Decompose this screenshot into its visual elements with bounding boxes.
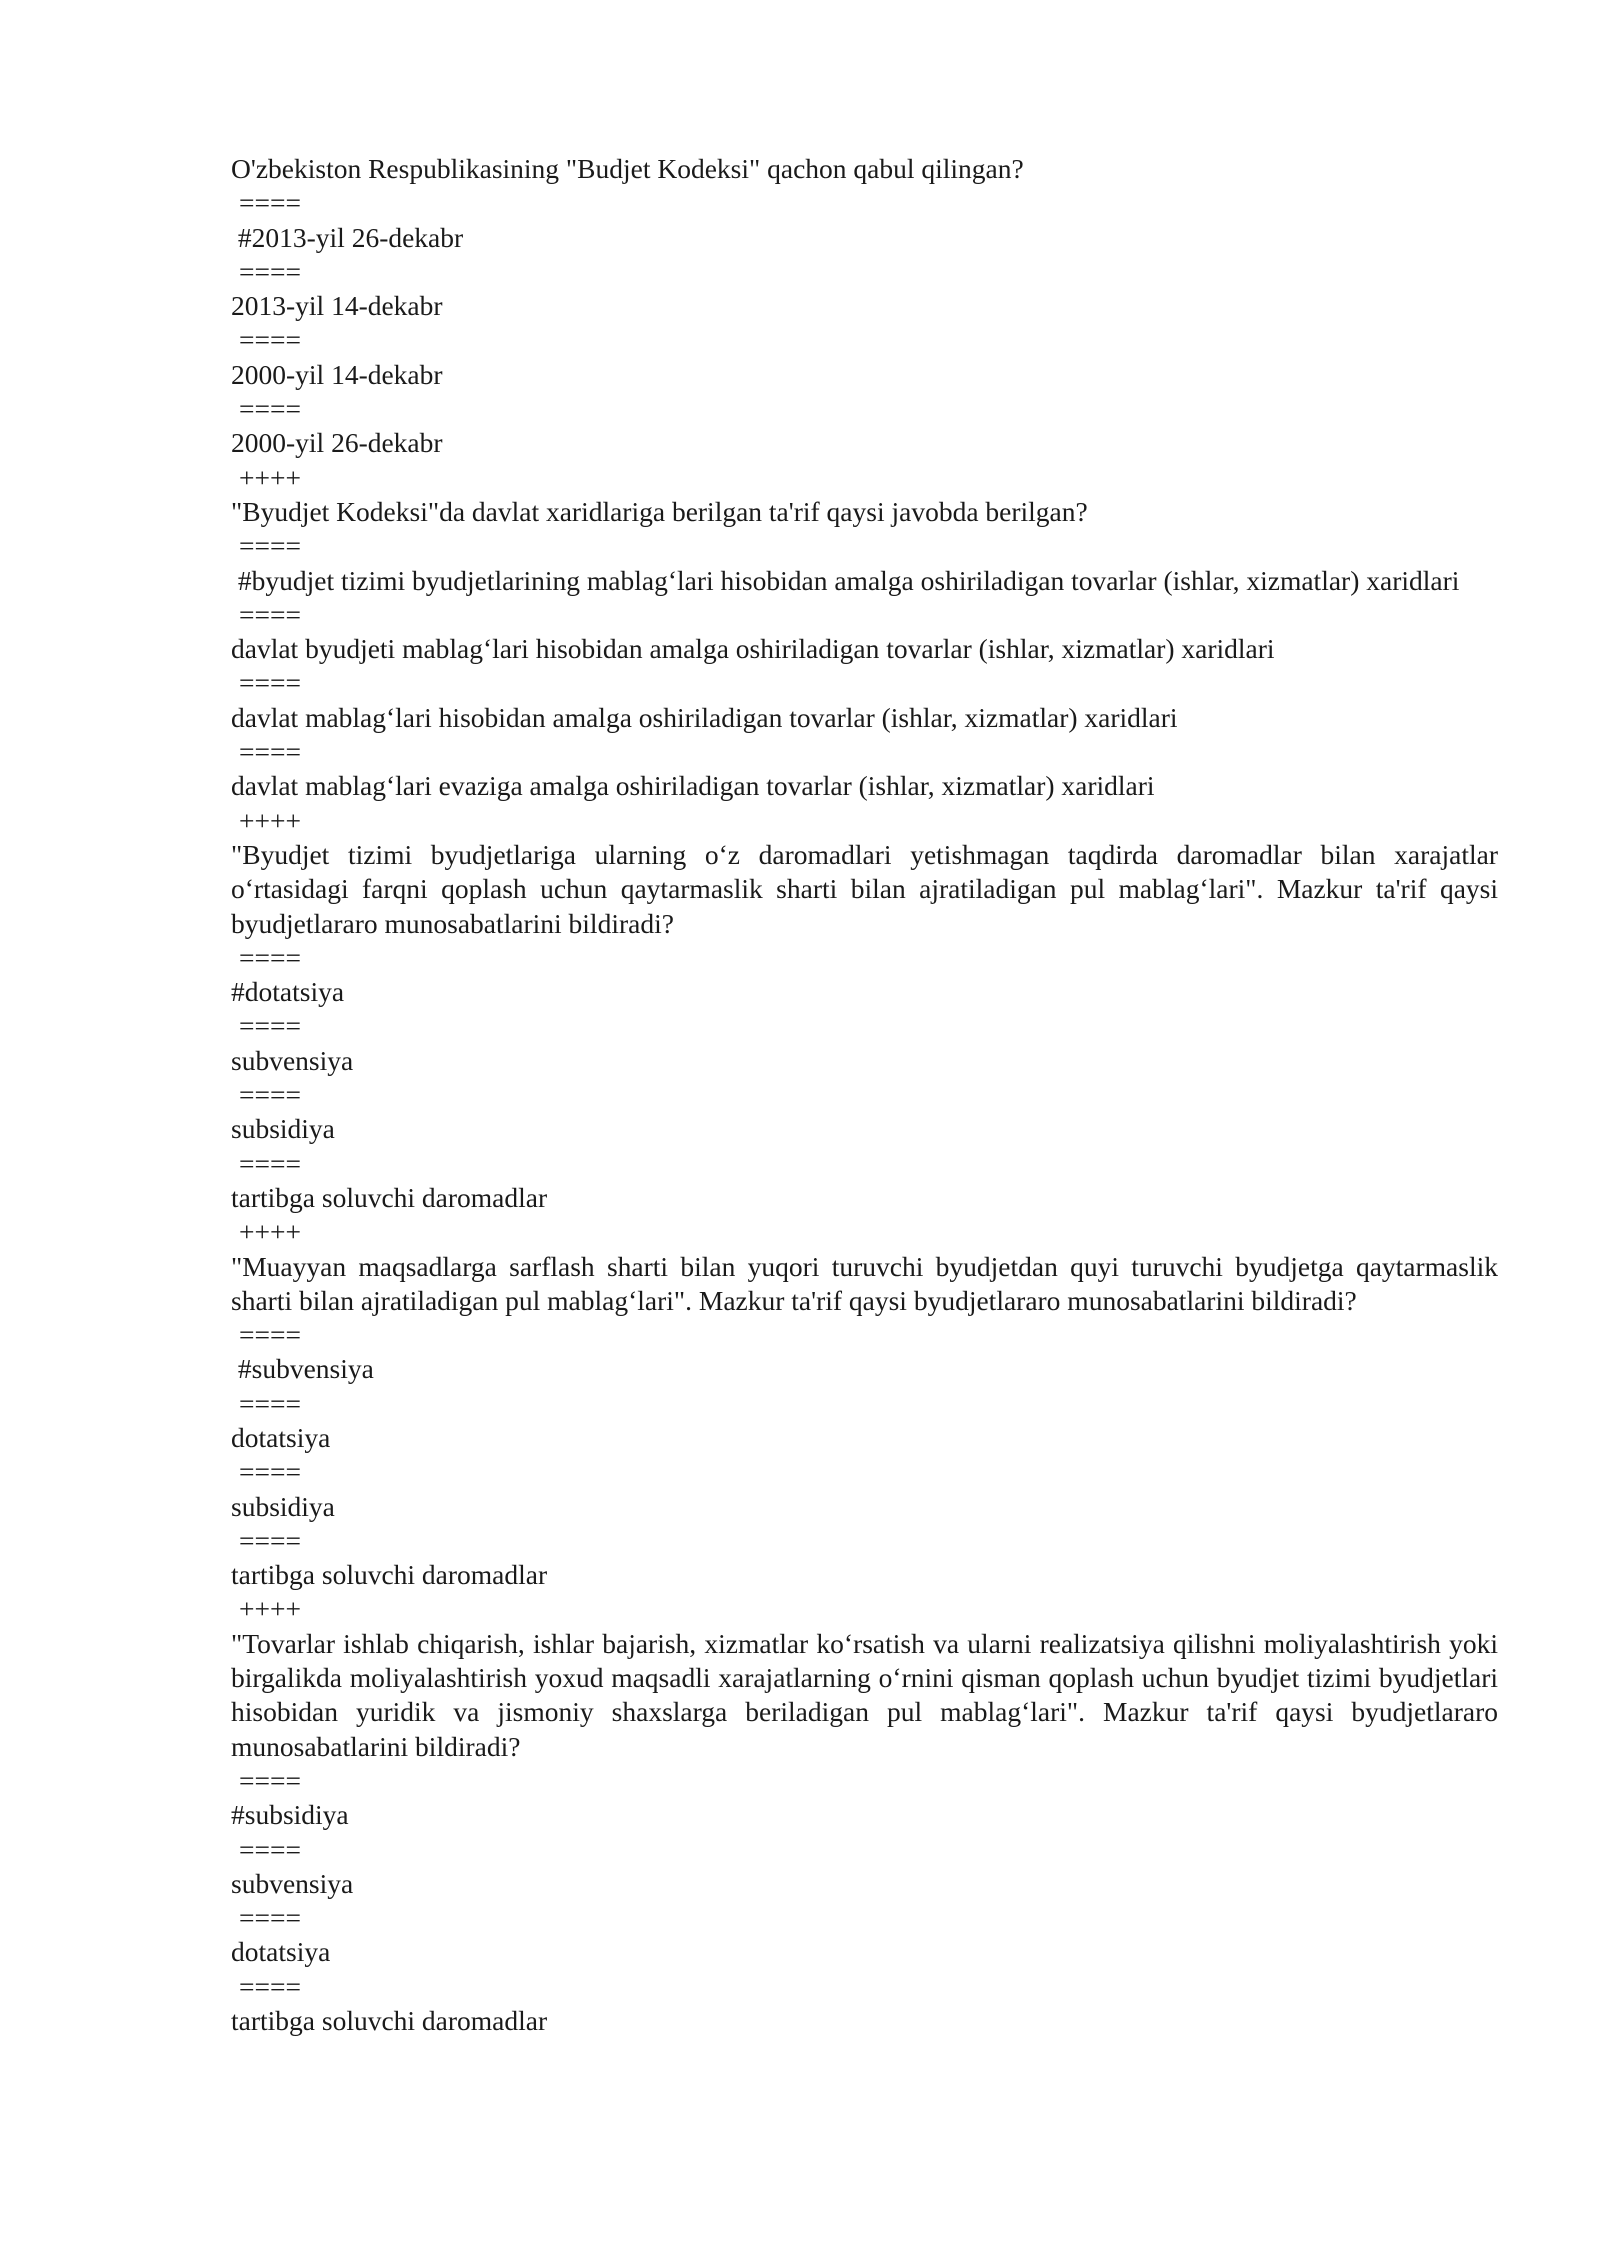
separator-line: ====	[239, 1970, 302, 2002]
text-line: tartibga soluvchi daromadlar	[231, 1559, 548, 1591]
text-line: subvensiya	[231, 1044, 354, 1076]
text-line: subvensiya	[231, 1867, 354, 1899]
separator-line: ====	[239, 1524, 302, 1556]
question-paragraph: #byudjet tizimi byudjetlarining mablag‘lari hisobidan amalga oshiriladigan tovarlar (ishlar, xizmatlar) xaridlari	[231, 564, 1460, 596]
text-line: O'zbekiston Respublikasining "Budjet Kodeksi" qachon qabul qilingan?	[231, 153, 1024, 184]
separator-line: ====	[239, 941, 302, 973]
separator-line: ====	[239, 1147, 302, 1179]
text-line: #dotatsiya	[231, 976, 345, 1008]
separator-line: ====	[239, 187, 302, 219]
text-line: dotatsiya	[231, 1936, 331, 1968]
text-line: 2000-yil 26-dekabr	[231, 427, 443, 459]
text-line: #subvensiya	[231, 1353, 374, 1385]
separator-line: ====	[239, 598, 302, 630]
question-paragraph: "Tovarlar ishlab chiqarish, ishlar bajarish, xizmatlar ko‘rsatish va ularni realizatsiya qilishni moliyalashtirish yoki birgalikda moliyalashtirish yoxud maqsadli xarajatlarning o‘rnini qisman qoplash uchun byudjet tizimi byudjetlari hisobidan yuridik va jismoniy shaxslarga beriladigan pul mablag‘lari". Mazkur ta'rif qaysi byudjetlararo munosabatlarini bildiradi?	[231, 1627, 1505, 1762]
text-line: 2000-yil 14-dekabr	[231, 358, 443, 390]
separator-line: ====	[239, 1902, 302, 1934]
separator-line: ++++	[239, 804, 302, 836]
question-paragraph: "Byudjet tizimi byudjetlariga ularning o‘z daromadlari yetishmagan taqdirda daromadlar bilan xarajatlar o‘rtasidagi farqni qoplash uchun qaytarmaslik sharti bilan ajratiladigan pul mablag‘lari". Mazkur ta'rif qaysi byudjetlararo munosabatlarini bildiradi?	[231, 838, 1505, 939]
text-line: davlat mablag‘lari hisobidan amalga oshiriladigan tovarlar (ishlar, xizmatlar) xaridlari	[231, 701, 1178, 733]
separator-line: ====	[239, 1456, 302, 1488]
separator-line: ====	[239, 667, 302, 699]
text-line: subsidiya	[231, 1113, 335, 1145]
separator-line: ====	[239, 530, 302, 562]
separator-line: ====	[239, 393, 302, 425]
separator-line: ====	[239, 1079, 302, 1111]
separator-line: ====	[239, 255, 302, 287]
separator-line: ====	[239, 324, 302, 356]
separator-line: ====	[239, 736, 302, 768]
text-line: tartibga soluvchi daromadlar	[231, 1181, 548, 1213]
separator-line: ++++	[239, 1216, 302, 1248]
text-line: #subsidiya	[231, 1799, 349, 1831]
separator-line: ====	[239, 1319, 302, 1351]
text-line: tartibga soluvchi daromadlar	[231, 2005, 548, 2037]
separator-line: ++++	[239, 1593, 302, 1625]
text-line: #2013-yil 26-dekabr	[231, 221, 464, 253]
text-line: davlat byudjeti mablag‘lari hisobidan amalga oshiriladigan tovarlar (ishlar, xizmatlar) xaridlari	[231, 633, 1275, 665]
separator-line: ====	[239, 1764, 302, 1796]
separator-line: ====	[239, 1010, 302, 1042]
separator-line: ====	[239, 1833, 302, 1865]
text-line: dotatsiya	[231, 1421, 331, 1453]
text-line: subsidiya	[231, 1490, 335, 1522]
separator-line: ====	[239, 1387, 302, 1419]
question-paragraph: "Muayyan maqsadlarga sarflash sharti bilan yuqori turuvchi byudjetdan quyi turuvchi byudjetga qaytarmaslik sharti bilan ajratiladigan pul mablag‘lari". Mazkur ta'rif qaysi byudjetlararo munosabatlarini bildiradi?	[231, 1250, 1505, 1316]
document-body	[231, 152, 1505, 2038]
text-line: "Byudjet Kodeksi"da davlat xaridlariga berilgan ta'rif qaysi javobda berilgan?	[231, 495, 1088, 527]
text-line: 2013-yil 14-dekabr	[231, 290, 443, 322]
text-line: davlat mablag‘lari evaziga amalga oshiriladigan tovarlar (ishlar, xizmatlar) xaridlari	[231, 770, 1155, 802]
separator-line: ++++	[239, 461, 302, 493]
